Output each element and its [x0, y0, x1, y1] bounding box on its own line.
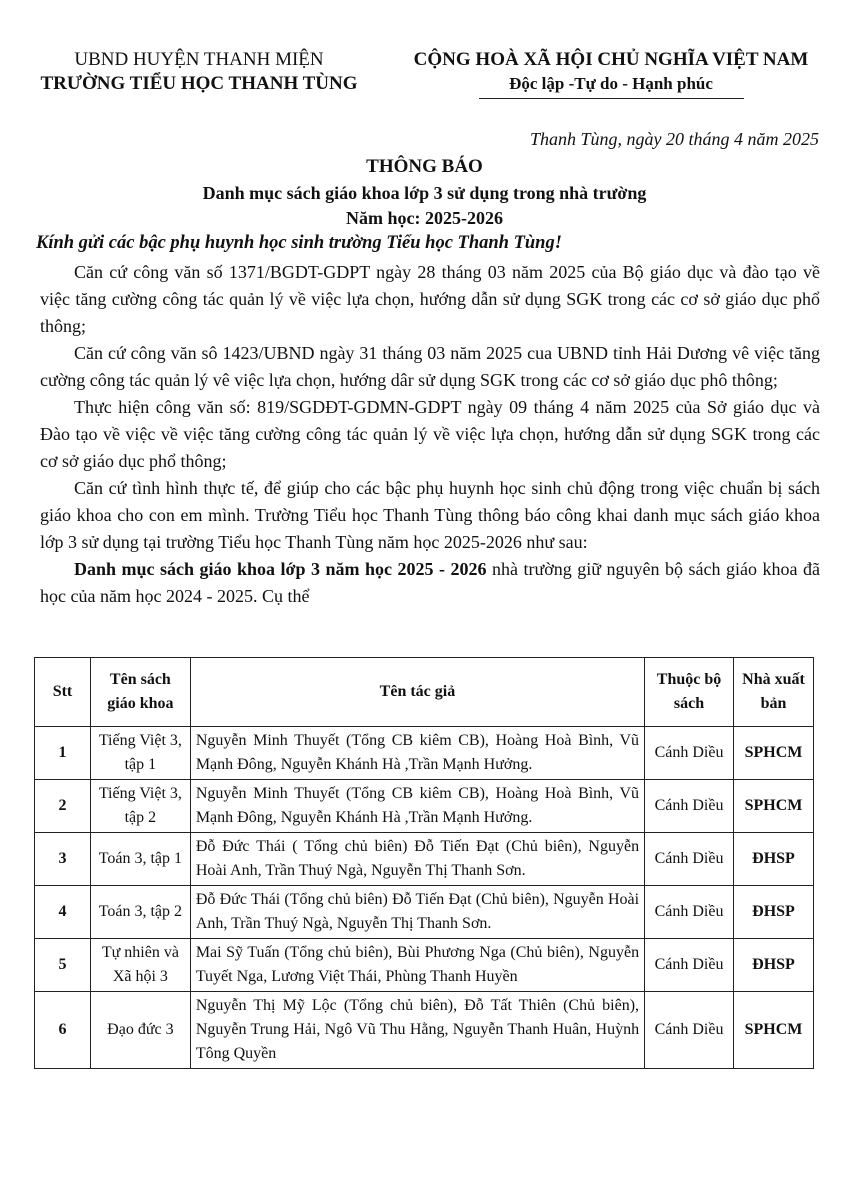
cell-book-set: Cánh Diều	[645, 833, 734, 886]
cell-stt: 4	[35, 886, 91, 939]
issuer-authority: UBND HUYỆN THANH MIỆN	[74, 49, 324, 70]
issuer-block	[14, 48, 384, 96]
national-motto-block	[388, 48, 834, 99]
cell-book-name: Toán 3, tập 1	[90, 833, 190, 886]
cell-book-set: Cánh Diều	[645, 780, 734, 833]
intro-rest: nhà trường giữ nguyên bộ sách giáo khoa đã học của năm học 2024 - 2025. Cụ thể	[40, 559, 820, 606]
cell-publisher: SPHCM	[733, 992, 813, 1069]
motto-underline	[479, 98, 744, 99]
table-row	[35, 886, 814, 939]
cell-book-name: Tiếng Việt 3, tập 1	[90, 727, 190, 780]
cell-book-set: Cánh Diều	[645, 727, 734, 780]
motto: Độc lập -Tự do - Hạnh phúc	[509, 74, 713, 93]
cell-stt: 1	[35, 727, 91, 780]
cell-stt: 6	[35, 992, 91, 1069]
cell-publisher: SPHCM	[733, 727, 813, 780]
cell-book-set: Cánh Diều	[645, 939, 734, 992]
paragraph: Thực hiện công văn số: 819/SGDĐT-GDMN-GDPT ngày 09 tháng 4 năm 2025 của Sở giáo dục và Đào tạo về việc về việc tăng cường công tác quản lý về việc lựa chọn, hướng dẫn sử dụng SGK trong các cơ sở giáo dục phổ thông;	[40, 397, 820, 471]
cell-stt: 2	[35, 780, 91, 833]
issuer-school: TRƯỜNG TIỂU HỌC THANH TÙNG	[40, 73, 358, 94]
table-row	[35, 833, 814, 886]
header-book-name: Tên sách giáo khoa	[90, 658, 190, 727]
school-year: Năm học: 2025-2026	[346, 208, 503, 228]
cell-book-name: Tự nhiên và Xã hội 3	[90, 939, 190, 992]
cell-publisher: ĐHSP	[733, 886, 813, 939]
header-stt: Stt	[35, 658, 91, 727]
intro-paragraph	[40, 556, 820, 610]
cell-book-set: Cánh Diều	[645, 992, 734, 1069]
table-row	[35, 939, 814, 992]
cell-stt: 5	[35, 939, 91, 992]
document-body	[40, 259, 820, 610]
paragraph: Căn cứ tình hình thực tế, để giúp cho các bậc phụ huynh học sinh chủ động trong việc chuẩn bị sách giáo khoa cho con em mình. Trường Tiểu học Thanh Tùng thông báo công khai danh mục sách giáo khoa lớp 3 sử dụng tại trường Tiểu học Thanh Tùng năm học 2025-2026 như sau:	[40, 478, 820, 552]
table-row	[35, 727, 814, 780]
document-subtitle: Danh mục sách giáo khoa lớp 3 sử dụng trong nhà trường	[202, 183, 647, 203]
cell-book-set: Cánh Diều	[645, 886, 734, 939]
table-header-row	[35, 658, 814, 727]
table-row	[35, 780, 814, 833]
paragraph: Căn cứ công văn sô 1423/UBND ngày 31 tháng 03 năm 2025 cua UBND tỉnh Hải Dương vê việc tăng cường công tác quản lý vê việc lựa chọn, hướng dâr sử dụng SGK trong các cơ sở giáo dục phô thông;	[40, 343, 820, 390]
intro-bold: Danh mục sách giáo khoa lớp 3 năm học 2025 - 2026	[74, 559, 487, 579]
document-title: THÔNG BÁO	[366, 156, 483, 177]
textbook-table	[34, 657, 814, 1069]
paragraph: Căn cứ công văn số 1371/BGDT-GDPT ngày 28 tháng 03 năm 2025 của Bộ giáo dục và đào tạo về việc tăng cường công tác quản lý về việc lựa chọn, hướng dẫn sử dụng SGK trong các cơ sở giáo dục phổ thông;	[40, 262, 820, 336]
cell-author: Nguyễn Thị Mỹ Lộc (Tổng chủ biên), Đỗ Tất Thiên (Chủ biên), Nguyễn Trung Hải, Ngô Vũ Thu Hằng, Nguyễn Thanh Huân, Huỳnh Tông Quyền	[190, 992, 644, 1069]
cell-book-name: Toán 3, tập 2	[90, 886, 190, 939]
cell-author: Đỗ Đức Thái ( Tổng chủ biên) Đỗ Tiến Đạt (Chủ biên), Nguyễn Hoài Anh, Trần Thuý Ngà, Nguyễn Thị Thanh Sơn.	[190, 833, 644, 886]
cell-publisher: ĐHSP	[733, 833, 813, 886]
cell-stt: 3	[35, 833, 91, 886]
cell-book-name: Đạo đức 3	[90, 992, 190, 1069]
greeting: Kính gửi các bậc phụ huynh học sinh trường Tiểu học Thanh Tùng!	[36, 233, 562, 253]
cell-author: Nguyễn Minh Thuyết (Tổng CB kiêm CB), Hoàng Hoà Bình, Vũ Mạnh Đông, Nguyễn Khánh Hà ,Trần Mạnh Hưởng.	[190, 727, 644, 780]
header-book-set: Thuộc bộ sách	[645, 658, 734, 727]
table-row	[35, 992, 814, 1069]
header-publisher: Nhà xuất bản	[733, 658, 813, 727]
cell-book-name: Tiếng Việt 3, tập 2	[90, 780, 190, 833]
cell-publisher: SPHCM	[733, 780, 813, 833]
date-line: Thanh Tùng, ngày 20 tháng 4 năm 2025	[529, 129, 819, 149]
cell-publisher: ĐHSP	[733, 939, 813, 992]
country-name: CỘNG HOÀ XÃ HỘI CHỦ NGHĨA VIỆT NAM	[413, 49, 809, 70]
header-author: Tên tác giả	[190, 658, 644, 727]
cell-author: Đỗ Đức Thái (Tổng chủ biên) Đỗ Tiến Đạt (Chủ biên), Nguyễn Hoài Anh, Trần Thuý Ngà, Nguyễn Thị Thanh Sơn.	[190, 886, 644, 939]
cell-author: Mai Sỹ Tuấn (Tổng chủ biên), Bùi Phương Nga (Chủ biên), Nguyễn Tuyết Nga, Lương Việt Thái, Phùng Thanh Huyền	[190, 939, 644, 992]
cell-author: Nguyễn Minh Thuyết (Tổng CB kiêm CB), Hoàng Hoà Bình, Vũ Mạnh Đông, Nguyễn Khánh Hà ,Trần Mạnh Hưởng.	[190, 780, 644, 833]
